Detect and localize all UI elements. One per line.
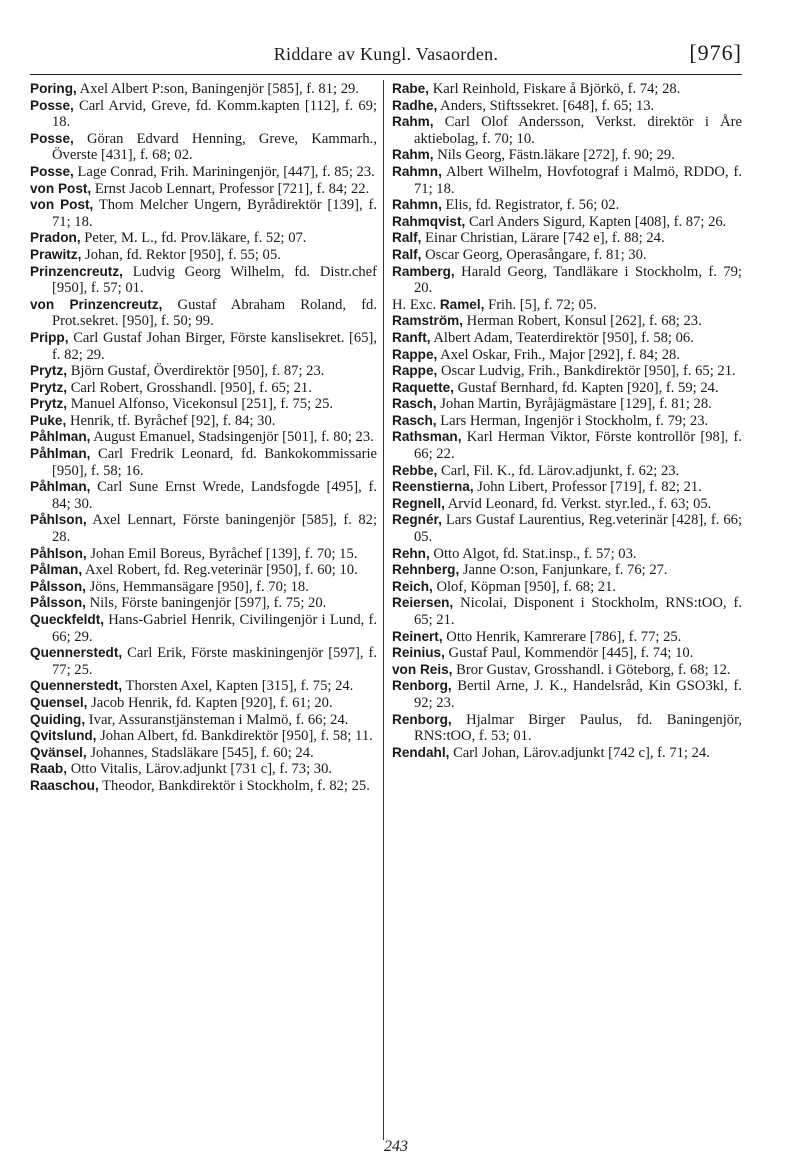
entry-surname: Prawitz, xyxy=(30,246,82,262)
entry-details: Herman Robert, Konsul [262], f. 68; 23. xyxy=(466,313,702,330)
entry-surname: Regnér, xyxy=(392,512,442,528)
register-entry xyxy=(30,297,377,330)
entry-details: Carl Sune Ernst Wrede, Landsfogde [495], f. 84; 30. xyxy=(52,479,377,512)
entry-surname: Posse, xyxy=(30,97,74,113)
entry-surname: Regnell, xyxy=(392,495,445,511)
register-entry xyxy=(30,712,377,729)
register-entry xyxy=(30,512,377,545)
entry-details: Carl Johan, Lärov.adjunkt [742 c], f. 71; 24. xyxy=(453,744,710,761)
entry-surname: Ranft, xyxy=(392,329,431,345)
entry-details: Johan, fd. Rektor [950], f. 55; 05. xyxy=(85,246,281,263)
entry-surname: Prytz, xyxy=(30,396,68,412)
register-entry xyxy=(392,546,742,563)
entry-surname: von Post, xyxy=(30,180,92,196)
entry-details: Björn Gustaf, Överdirektör [950], f. 87; 23. xyxy=(70,363,325,380)
entry-surname: Qvänsel, xyxy=(30,744,87,760)
register-entry xyxy=(392,463,742,480)
register-entry xyxy=(30,695,377,712)
right-column xyxy=(392,81,742,761)
entry-details: Frih. [5], f. 72; 05. xyxy=(488,296,597,313)
entry-details: Thom Melcher Ungern, Byrådirektör [139], f. 71; 18. xyxy=(52,197,377,230)
register-entry xyxy=(30,197,377,230)
register-entry xyxy=(392,745,742,762)
register-entry xyxy=(392,297,742,314)
register-entry xyxy=(392,214,742,231)
entry-surname: Poring, xyxy=(30,81,77,96)
entry-surname: Prytz, xyxy=(30,363,68,379)
entry-surname: Reinius, xyxy=(392,645,445,661)
page-title: Riddare av Kungl. Vasaorden. xyxy=(273,44,499,64)
entry-surname: Raquette, xyxy=(392,379,454,395)
entry-details: Albert Adam, Teaterdirektör [950], f. 58; 06. xyxy=(433,329,694,346)
register-entry xyxy=(392,264,742,297)
entry-surname: Rahmn, xyxy=(392,163,442,179)
entry-details: John Libert, Professor [719], f. 82; 21. xyxy=(477,479,702,496)
entry-details: Ludvig Georg Wilhelm, fd. Distr.chef [950], f. 57; 01. xyxy=(52,263,377,297)
register-entry xyxy=(392,114,742,147)
entry-details: Carl, Fil. K., fd. Lärov.adjunkt, f. 62; 23. xyxy=(440,462,680,479)
register-entry xyxy=(392,579,742,596)
entry-surname: von Prinzencreutz, xyxy=(30,296,163,312)
register-entry xyxy=(30,396,377,413)
running-header xyxy=(30,40,742,70)
entry-surname: Quennerstedt, xyxy=(30,645,123,661)
entry-details: Axel Oskar, Frih., Major [292], f. 84; 28. xyxy=(440,346,680,363)
register-entry xyxy=(30,479,377,512)
entry-surname: Rehnberg, xyxy=(392,562,460,578)
entry-details: Oscar Ludvig, Frih., Bankdirektör [950], f. 65; 21. xyxy=(440,363,736,380)
register-entry xyxy=(392,81,742,98)
entry-surname: Rahmqvist, xyxy=(392,213,466,229)
entry-surname: Renborg, xyxy=(392,678,452,694)
entry-surname: Puke, xyxy=(30,412,67,428)
register-entry xyxy=(392,313,742,330)
entry-details: Hjalmar Birger Paulus, fd. Baningenjör, RNS:tOO, f. 53; 01. xyxy=(414,711,742,745)
register-entry xyxy=(392,629,742,646)
entry-surname: Rappe, xyxy=(392,363,438,379)
register-entry xyxy=(392,330,742,347)
entry-surname: Reich, xyxy=(392,578,433,594)
entry-surname: Ralf, xyxy=(392,230,422,246)
register-entry xyxy=(30,330,377,363)
entry-surname: Rasch, xyxy=(392,412,437,428)
register-entry xyxy=(30,761,377,778)
register-entry xyxy=(392,595,742,628)
register-entry xyxy=(392,247,742,264)
register-entry xyxy=(30,595,377,612)
entry-prefix: H. Exc. xyxy=(392,296,437,313)
register-entry xyxy=(30,678,377,695)
entry-details: Carl Anders Sigurd, Kapten [408], f. 87; 26. xyxy=(468,213,727,230)
register-entry xyxy=(392,147,742,164)
entry-surname: Ramström, xyxy=(392,313,464,329)
entry-details: Nils Georg, Fästn.läkare [272], f. 90; 29. xyxy=(437,147,675,164)
entry-details: Jacob Henrik, fd. Kapten [920], f. 61; 20. xyxy=(91,694,333,711)
entry-details: Axel Robert, fd. Reg.veterinär [950], f. 60; 10. xyxy=(84,562,358,579)
entry-surname: Quensel, xyxy=(30,694,88,710)
entry-surname: Pålman, xyxy=(30,562,83,578)
register-entry xyxy=(30,230,377,247)
register-entry xyxy=(30,446,377,479)
entry-details: Gustaf Abraham Roland, fd. Prot.sekret. [950], f. 50; 99. xyxy=(52,296,377,330)
register-entry xyxy=(392,98,742,115)
register-entry xyxy=(392,662,742,679)
entry-details: Otto Algot, fd. Stat.insp., f. 57; 03. xyxy=(433,545,637,562)
register-entry xyxy=(392,678,742,711)
entry-details: Anders, Stiftssekret. [648], f. 65; 13. xyxy=(440,97,655,114)
entry-surname: Rebbe, xyxy=(392,462,438,478)
register-entry xyxy=(392,197,742,214)
entry-surname: Posse, xyxy=(30,130,74,146)
entry-details: Otto Vitalis, Lärov.adjunkt [731 c], f. 73; 30. xyxy=(70,761,333,778)
register-entry xyxy=(392,562,742,579)
register-entry xyxy=(392,363,742,380)
register-entry xyxy=(30,778,377,795)
entry-surname: Radhe, xyxy=(392,97,438,113)
entry-details: Lage Conrad, Frih. Mariningenjör, [447], f. 85; 23. xyxy=(77,163,375,180)
entry-details: Einar Christian, Lärare [742 e], f. 88; 24. xyxy=(425,230,665,247)
entry-surname: Pradon, xyxy=(30,230,81,246)
register-entry xyxy=(392,164,742,197)
register-entry xyxy=(30,363,377,380)
entry-surname: Queckfeldt, xyxy=(30,612,105,627)
register-entry xyxy=(392,645,742,662)
entry-surname: Påhlson, xyxy=(30,545,87,561)
register-entry xyxy=(30,164,377,181)
register-entry xyxy=(30,745,377,762)
register-entry xyxy=(392,347,742,364)
entry-surname: Prytz, xyxy=(30,379,68,395)
entry-details: August Emanuel, Stadsingenjör [501], f. 80; 23. xyxy=(93,429,374,446)
entry-details: Nils, Förste baningenjör [597], f. 75; 20. xyxy=(89,595,327,612)
header-page-number: [976] xyxy=(689,40,742,65)
entry-details: Oscar Georg, Operasångare, f. 81; 30. xyxy=(425,246,647,263)
entry-details: Carl Olof Andersson, Verkst. direktör i Åre aktiebolag, f. 70; 10. xyxy=(414,114,742,147)
entry-details: Johan Albert, fd. Bankdirektör [950], f. 58; 11. xyxy=(100,728,373,745)
entry-surname: Påhlman, xyxy=(30,479,91,495)
register-entry xyxy=(30,247,377,264)
entry-details: Carl Erik, Förste maskiningenjör [597], f. 77; 25. xyxy=(52,645,377,678)
entry-surname: Rahmn, xyxy=(392,197,442,213)
entry-details: Gustaf Bernhard, fd. Kapten [920], f. 59; 24. xyxy=(457,379,719,396)
entry-surname: Ramberg, xyxy=(392,263,455,279)
entry-surname: Quiding, xyxy=(30,711,86,727)
entry-details: Janne O:son, Fanjunkare, f. 76; 27. xyxy=(462,562,668,579)
register-entry xyxy=(392,396,742,413)
entry-surname: Ralf, xyxy=(392,246,422,262)
entry-surname: Raab, xyxy=(30,761,68,777)
left-column xyxy=(30,81,377,795)
register-entry xyxy=(392,496,742,513)
entry-surname: Rehn, xyxy=(392,545,430,561)
entry-details: Theodor, Bankdirektör i Stockholm, f. 82; 25. xyxy=(102,777,370,794)
register-entry xyxy=(392,413,742,430)
column-divider xyxy=(383,80,384,1140)
entry-surname: Renborg, xyxy=(392,711,452,727)
entry-surname: Påhlson, xyxy=(30,512,87,528)
entry-details: Jöns, Hemmansägare [950], f. 70; 18. xyxy=(89,578,309,595)
register-entry xyxy=(392,380,742,397)
entry-details: Otto Henrik, Kamrerare [786], f. 77; 25. xyxy=(446,628,682,645)
register-entry xyxy=(30,429,377,446)
entry-surname: Påhlman, xyxy=(30,429,91,445)
entry-surname: Rahm, xyxy=(392,114,434,130)
entry-details: Arvid Leonard, fd. Verkst. styr.led., f. 63; 05. xyxy=(447,495,712,512)
entry-surname: Pripp, xyxy=(30,329,69,345)
entry-details: Hans-Gabriel Henrik, Civilingenjör i Lund, f. 66; 29. xyxy=(52,612,378,645)
register-entry xyxy=(30,612,377,645)
entry-details: Ivar, Assuranstjänsteman i Malmö, f. 66; 24. xyxy=(88,711,349,728)
register-entry xyxy=(30,579,377,596)
entry-details: Lars Herman, Ingenjör i Stockholm, f. 79; 23. xyxy=(440,412,709,429)
entry-surname: Ramel, xyxy=(439,296,485,312)
register-entry xyxy=(392,230,742,247)
entry-surname: Rathsman, xyxy=(392,429,462,445)
entry-details: Axel Albert P:son, Baningenjör [585], f. 81; 29. xyxy=(79,81,359,97)
entry-surname: Posse, xyxy=(30,163,74,179)
register-entry xyxy=(392,479,742,496)
entry-details: Elis, fd. Registrator, f. 56; 02. xyxy=(445,197,620,214)
entry-details: Axel Lennart, Förste baningenjör [585], f. 82; 28. xyxy=(52,512,378,546)
entry-details: Lars Gustaf Laurentius, Reg.veterinär [428], f. 66; 05. xyxy=(414,512,743,546)
entry-details: Johannes, Stadsläkare [545], f. 60; 24. xyxy=(90,744,314,761)
entry-details: Johan Martin, Byråjägmästare [129], f. 81; 28. xyxy=(440,396,712,413)
entry-details: Olof, Köpman [950], f. 68; 21. xyxy=(436,578,617,595)
register-entry xyxy=(392,712,742,745)
entry-details: Bertil Arne, J. K., Handelsråd, Kin GSO3kl, f. 92; 23. xyxy=(414,678,742,711)
entry-surname: Rappe, xyxy=(392,346,438,362)
entry-details: Thorsten Axel, Kapten [315], f. 75; 24. xyxy=(125,678,354,695)
entry-details: Bror Gustav, Grosshandl. i Göteborg, f. 68; 12. xyxy=(456,661,731,678)
register-entry xyxy=(30,728,377,745)
entry-details: Albert Wilhelm, Hovfotograf i Malmö, RDDO, f. 71; 18. xyxy=(414,163,742,197)
entry-surname: Rasch, xyxy=(392,396,437,412)
entry-details: Ernst Jacob Lennart, Professor [721], f. 84; 22. xyxy=(94,180,370,197)
register-entry xyxy=(392,429,742,462)
register-entry xyxy=(30,81,377,98)
entry-surname: Reiersen, xyxy=(392,595,454,611)
entry-surname: Påhlman, xyxy=(30,446,91,462)
entry-surname: Prinzencreutz, xyxy=(30,263,123,279)
register-entry xyxy=(30,562,377,579)
register-entry xyxy=(30,546,377,563)
entry-details: Karl Reinhold, Fiskare å Björkö, f. 74; 28. xyxy=(432,81,681,97)
entry-surname: von Reis, xyxy=(392,661,453,677)
register-entry xyxy=(30,131,377,164)
entry-surname: von Post, xyxy=(30,197,94,213)
entry-details: Henrik, tf. Byråchef [92], f. 84; 30. xyxy=(69,412,276,429)
register-entry xyxy=(30,181,377,198)
header-rule xyxy=(30,74,742,75)
entry-details: Carl Fredrik Leonard, fd. Bankokommissarie [950], f. 58; 16. xyxy=(52,446,377,479)
entry-details: Gustaf Paul, Kommendör [445], f. 74; 10. xyxy=(448,645,694,662)
entry-details: Carl Gustaf Johan Birger, Förste kanslisekret. [65], f. 82; 29. xyxy=(52,329,378,363)
register-entry xyxy=(30,380,377,397)
entry-details: Carl Arvid, Greve, fd. Komm.kapten [112], f. 69; 18. xyxy=(52,97,377,131)
footer-page-number: 243 xyxy=(384,1138,408,1155)
register-entry xyxy=(392,512,742,545)
register-entry xyxy=(30,645,377,678)
entry-details: Peter, M. L., fd. Prov.läkare, f. 52; 07. xyxy=(84,230,307,247)
entry-details: Carl Robert, Grosshandl. [950], f. 65; 21. xyxy=(70,379,312,396)
entry-surname: Quennerstedt, xyxy=(30,678,123,694)
entry-surname: Reenstierna, xyxy=(392,479,474,495)
entry-surname: Rahm, xyxy=(392,147,434,163)
entry-surname: Reinert, xyxy=(392,628,443,644)
entry-details: Nicolai, Disponent i Stockholm, RNS:tOO, f. 65; 21. xyxy=(414,595,742,628)
entry-surname: Pålsson, xyxy=(30,578,86,594)
register-entry xyxy=(30,98,377,131)
entry-surname: Pålsson, xyxy=(30,595,86,611)
entry-details: Göran Edvard Henning, Greve, Kammarh., Överste [431], f. 68; 02. xyxy=(52,130,377,164)
entry-details: Karl Herman Viktor, Förste kontrollör [98], f. 66; 22. xyxy=(414,429,743,463)
register-entry xyxy=(30,264,377,297)
entry-surname: Rendahl, xyxy=(392,744,450,760)
entry-surname: Qvitslund, xyxy=(30,728,97,744)
entry-details: Manuel Alfonso, Vicekonsul [251], f. 75; 25. xyxy=(70,396,334,413)
entry-details: Johan Emil Boreus, Byråchef [139], f. 70; 15. xyxy=(90,545,358,562)
entry-surname: Raaschou, xyxy=(30,777,99,793)
entry-details: Harald Georg, Tandläkare i Stockholm, f. 79; 20. xyxy=(414,263,742,297)
register-entry xyxy=(30,413,377,430)
entry-surname: Rabe, xyxy=(392,81,430,96)
